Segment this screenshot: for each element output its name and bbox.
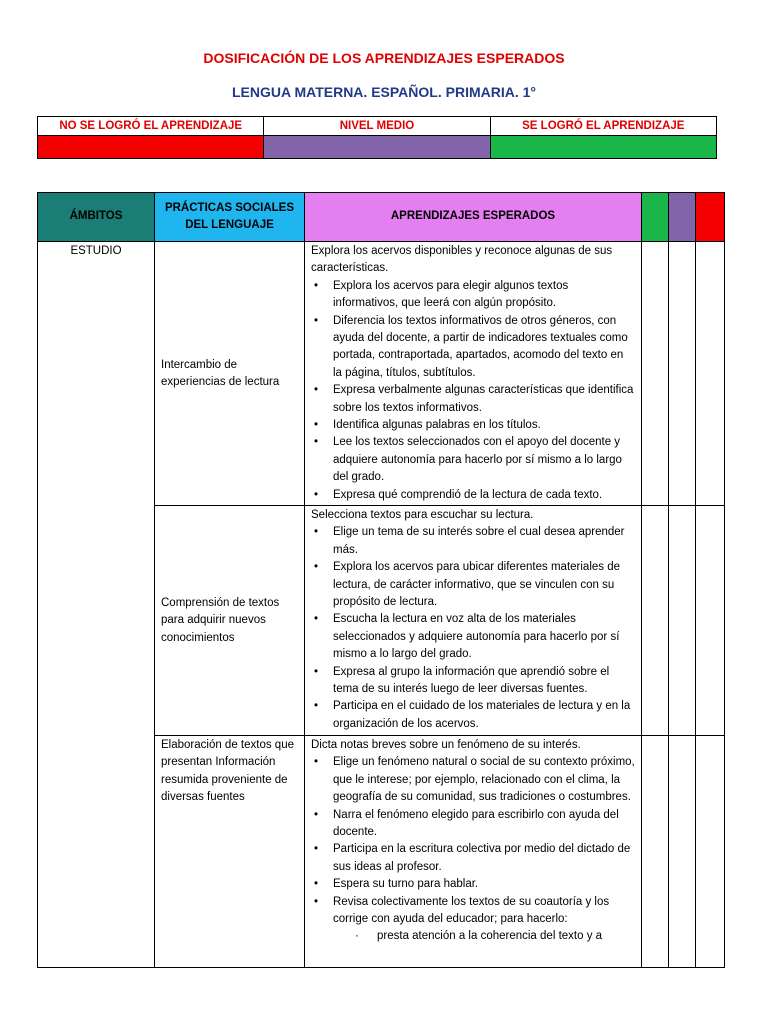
header-red-cell (696, 193, 725, 242)
legend-swatch-purple (264, 136, 490, 159)
check-cell-purple[interactable] (669, 736, 696, 968)
list-item: • Elige un tema de su interés sobre el cual desea aprender más. (311, 524, 635, 559)
list-item: • Participa en la escritura colectiva por medio del dictado de sus ideas al profesor. (311, 841, 635, 876)
list-item: • Explora los acervos para elegir algunos textos informativos, que leerá con algún propósito. (311, 278, 635, 313)
list-item: • Revisa colectivamente los textos de su coautoría y los corrige con ayuda del educador; para hacerlo: (311, 894, 635, 929)
document-subtitle: LENGUA MATERNA. ESPAÑOL. PRIMARIA. 1° (231, 84, 536, 100)
aprendizajes-cell (305, 736, 642, 968)
check-cell-green[interactable] (642, 736, 669, 968)
check-cell-red[interactable] (696, 736, 725, 968)
legend-swatch-red (38, 136, 264, 159)
aprendizaje-intro: Dicta notas breves sobre un fenómeno de su interés. (311, 739, 581, 751)
list-item: • Expresa qué comprendió de la lectura de cada texto. (311, 487, 635, 504)
list-item: • Narra el fenómeno elegido para escribirlo con ayuda del docente. (311, 807, 635, 842)
practica-cell: Intercambio de experiencias de lectura (155, 242, 305, 506)
header-aprendizajes: APRENDIZAJES ESPERADOS (305, 193, 642, 242)
header-purple-cell (669, 193, 696, 242)
aprendizajes-cell (305, 506, 642, 736)
aprendizaje-list (311, 754, 635, 945)
ambito-cell: ESTUDIO (38, 242, 155, 968)
list-item: • Espera su turno para hablar. (311, 876, 635, 893)
legend-label-no-logro: NO SE LOGRÓ EL APRENDIZAJE (38, 117, 264, 136)
legend-label-medio: NIVEL MEDIO (264, 117, 490, 136)
check-cell-green[interactable] (642, 506, 669, 736)
table-row (38, 242, 725, 506)
list-subitem: · presta atención a la coherencia del texto y a (311, 928, 635, 945)
legend-label-logro: SE LOGRÓ EL APRENDIZAJE (490, 117, 716, 136)
list-item: • Expresa verbalmente algunas características que identifica sobre los textos informativos. (311, 382, 635, 417)
check-cell-green[interactable] (642, 242, 669, 506)
list-item: • Identifica algunas palabras en los títulos. (311, 417, 635, 434)
learning-table (37, 192, 725, 968)
list-item: • Escucha la lectura en voz alta de los materiales seleccionados y adquiere autonomía para hacerlo por sí mismo a lo largo del grado. (311, 611, 635, 663)
practica-cell: Comprensión de textos para adquirir nuevos conocimientos (155, 506, 305, 736)
legend-table (37, 116, 717, 159)
aprendizaje-list (311, 278, 635, 504)
aprendizaje-intro: Explora los acervos disponibles y reconoce algunas de sus características. (311, 245, 613, 275)
list-item: • Participa en el cuidado de los materiales de lectura y en la organización de los acervos. (311, 698, 635, 733)
header-green-cell (642, 193, 669, 242)
check-cell-red[interactable] (696, 506, 725, 736)
list-item: • Diferencia los textos informativos de otros géneros, con ayuda del docente, a partir de indicadores textuales como portada, contraportada, apartados, acomodo del texto en la página, títulos, subtítulos. (311, 313, 635, 383)
practica-cell: Elaboración de textos que presentan Información resumida proveniente de diversas fuentes (155, 736, 305, 968)
list-item: • Elige un fenómeno natural o social de su contexto próximo, que le interese; por ejemplo, relacionado con el clima, la geografía de su comunidad, sus tradiciones o costumbres. (311, 754, 635, 806)
header-practicas: PRÁCTICAS SOCIALES DEL LENGUAJE (155, 193, 305, 242)
list-item: • Lee los textos seleccionados con el apoyo del docente y adquiere autonomía para hacerlo por sí mismo a lo largo del grado. (311, 434, 635, 486)
check-cell-red[interactable] (696, 242, 725, 506)
document-title: DOSIFICACIÓN DE LOS APRENDIZAJES ESPERADOS (203, 50, 565, 66)
aprendizajes-cell (305, 242, 642, 506)
check-cell-purple[interactable] (669, 242, 696, 506)
list-item: • Explora los acervos para ubicar diferentes materiales de lectura, de carácter informativo, que se vinculen con su propósito de lectura. (311, 559, 635, 611)
header-ambitos: ÁMBITOS (38, 193, 155, 242)
aprendizaje-list (311, 524, 635, 733)
list-item: • Expresa al grupo la información que aprendió sobre el tema de su interés luego de leer diversas fuentes. (311, 664, 635, 699)
legend-swatch-green (490, 136, 716, 159)
check-cell-purple[interactable] (669, 506, 696, 736)
aprendizaje-intro: Selecciona textos para escuchar su lectura. (311, 509, 534, 521)
